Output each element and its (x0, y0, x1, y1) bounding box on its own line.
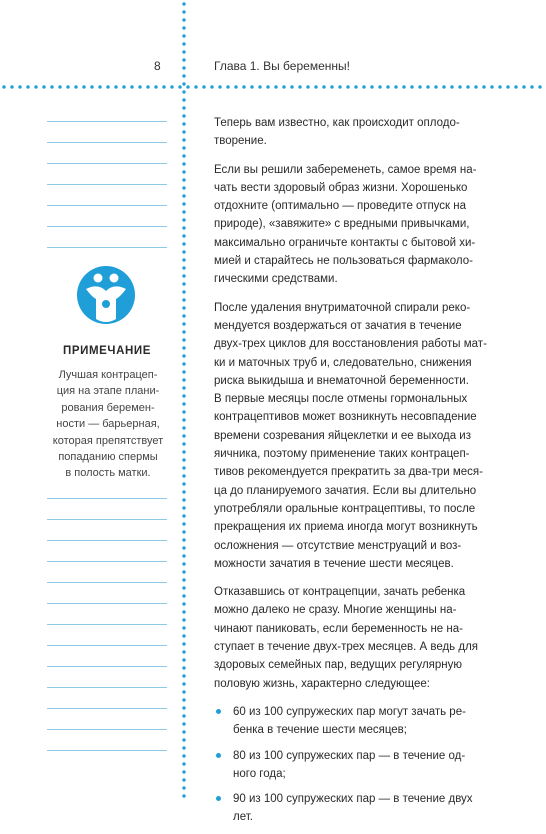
text-line: 80 из 100 супружеских пар — в течение од- (233, 749, 466, 762)
text-line: употребляли оральные контрацептивы, то после (214, 502, 476, 515)
text-line: лет. (233, 811, 253, 824)
bullet-dot-icon (216, 753, 221, 758)
text-line: творение. (214, 135, 267, 148)
note-line: ности — барьерная, (56, 418, 160, 431)
text-line: мией и старайтесь не пользоваться фармаколо- (214, 255, 473, 268)
chapter-title: Глава 1. Вы беременны! (214, 59, 350, 73)
text-line: можности зачатия в течение шести месяцев. (214, 557, 454, 570)
paragraph (214, 114, 514, 151)
text-line: можно далеко не сразу. Многие женщины на- (214, 604, 457, 617)
bullet-dot-icon (216, 796, 221, 801)
sidebar-ruled-lines-bottom (47, 498, 167, 771)
text-line: осложнения — отсутствие менструаций и воз- (214, 539, 462, 552)
text-line: максимально ограничьте контакты с бытовой хи- (214, 236, 476, 249)
note-line: попаданию спермы (58, 451, 158, 464)
text-line: бенка в течение шести месяцев; (233, 724, 407, 737)
bullet-dot-icon (216, 709, 221, 714)
horizontal-dotted-divider (0, 85, 546, 89)
text-line: здоровых семейных пар, ведущих регулярную (214, 659, 463, 672)
text-line: чать вести здоровый образ жизни. Хорошенько (214, 181, 468, 194)
text-line: яичника, поэтому применение таких контрацеп- (214, 448, 470, 461)
note-line: Лучшая контрацеп- (58, 369, 158, 381)
paragraph (214, 583, 514, 693)
text-line: После удаления внутриматочной спирали реко- (214, 301, 471, 314)
text-line: двух-трех циклов для восстановления работы мат- (214, 338, 487, 351)
text-line: времени созревания яйцеклетки и ее выхода из (214, 429, 472, 442)
note-line: которая препятствует (52, 434, 164, 447)
text-line: отдохните (оптимально — проведите отпуск на (214, 200, 467, 213)
note-title: ПРИМЕЧАНИЕ (62, 345, 152, 357)
text-line: ступает в течение двух-трех месяцев. А ведь для (214, 641, 479, 654)
text-line: прекращения их приема иногда могут возникнуть (214, 521, 478, 534)
note-text (47, 367, 169, 482)
text-line: природе), «завяжите» с вредными привычками, (214, 218, 470, 231)
note-line: ция на этапе плани- (56, 385, 160, 398)
text-line: Теперь вам известно, как происходит оплодо- (214, 117, 460, 129)
note-line: рования беремен- (61, 401, 155, 414)
text-line: тивов рекомендуется прекратить за два-три меся- (214, 466, 483, 479)
text-line: мендуется воздержаться от зачатия в течение (214, 319, 462, 332)
text-line: гическими средствами. (214, 273, 338, 286)
note-line: в полость матки. (65, 467, 151, 480)
paragraph (214, 299, 514, 573)
sidebar-ruled-lines-top (47, 121, 167, 268)
paragraph (214, 161, 514, 289)
bullet-list (214, 703, 514, 827)
list-item (214, 790, 514, 827)
text-line: ки и маточных труб и, следовательно, снижения (214, 356, 472, 369)
text-line: ного года; (233, 767, 286, 780)
text-line: Если вы решили забеременеть, самое время на- (214, 163, 477, 176)
vertical-dotted-divider (182, 0, 186, 800)
list-item (214, 703, 514, 740)
text-line: В первые месяцы после отмены гормональных (214, 393, 468, 406)
main-text (214, 114, 514, 834)
text-line: половую жизнь, характерно следующее: (214, 677, 431, 690)
text-line: ца до планируемого зачатия. Если вы длительно (214, 484, 477, 497)
page-number: 8 (154, 59, 161, 73)
text-line: риска выкидыша и внематочной беременности. (214, 374, 469, 387)
text-line: 90 из 100 супружеских пар — в течение двух (233, 793, 473, 806)
text-line: чинают паниковать, если беременность не на- (214, 622, 463, 635)
note-figure-icon (76, 265, 136, 325)
text-line: контрацептивов может возникнуть несовпадение (214, 411, 477, 424)
text-line: 60 из 100 супружеских пар могут зачать ре- (233, 705, 466, 718)
text-line: Отказавшись от контрацепции, зачать ребенка (214, 586, 466, 599)
list-item (214, 747, 514, 784)
